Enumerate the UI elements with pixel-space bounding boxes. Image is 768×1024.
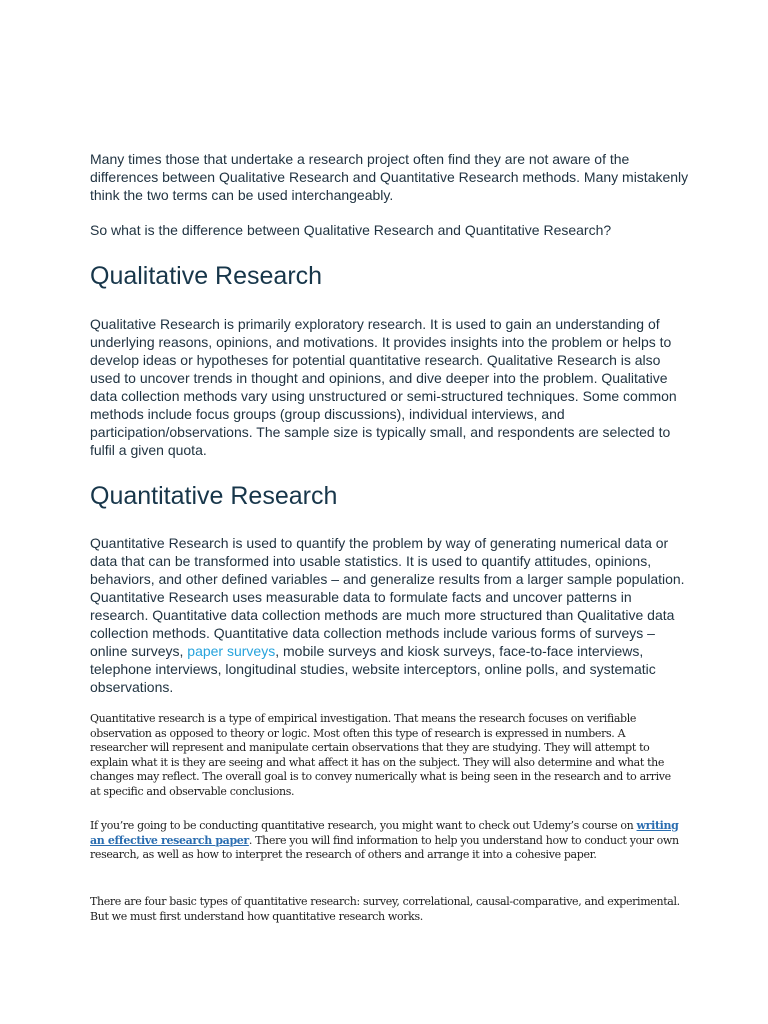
empirical-paragraph: Quantitative research is a type of empirical investigation. That means the research focuses on verifiable observation as opposed to theory or logic. Most often this type of research is expressed in numbers. A researcher will represent and manipulate certain observations that they are studying. They will attempt to explain what it is they are seeing and what affect it has on the subject. They will also determine and what the changes may reflect. The overall goal is to convey numerically what is being seen in the research and to arrive at specific and observable conclusions. bbox=[90, 712, 671, 798]
quantitative-text-end: , mobile surveys and kiosk surveys, face-to-face interviews, telephone interviews, longitudinal studies, website interceptors, online polls, and systematic observations. bbox=[90, 643, 656, 695]
udemy-text-end: . There you will find information to help you understand how to conduct your own research, as well as how to interpret the research of others and arrange it into a cohesive paper. bbox=[90, 833, 679, 862]
quantitative-paragraph bbox=[90, 534, 690, 696]
qualitative-heading: Qualitative Research bbox=[90, 262, 323, 290]
types-paragraph: There are four basic types of quantitative research: survey, correlational, causal-comparative, and experimental. But we must first understand how quantitative research works. bbox=[90, 895, 680, 923]
intro-paragraph: Many times those that undertake a research project often find they are not aware of the differences between Qualitative Research and Quantitative Research methods. Many mistakenly think the two terms can be used interchangeably. bbox=[90, 151, 689, 203]
qualitative-paragraph: Qualitative Research is primarily exploratory research. It is used to gain an understanding of underlying reasons, opinions, and motivations. It provides insights into the problem or helps to develop ideas or hypotheses for potential quantitative research. Qualitative Research is also used to uncover trends in thought and opinions, and dive deeper into the problem. Qualitative data collection methods vary using unstructured or semi-structured techniques. Some common methods include focus groups (group discussions), individual interviews, and participation/observations. The sample size is typically small, and respondents are selected to fulfil a given quota. bbox=[90, 316, 677, 458]
quantitative-text-start: Quantitative Research is used to quantify the problem by way of generating numerical data or data that can be transformed into usable statistics. It is used to quantify attitudes, opinions, behaviors, and other defined variables – and generalize results from a larger sample population. Quantitative Research uses measurable data to formulate facts and uncover patterns in research. Quantitative data collection methods are much more structured than Qualitative data collection methods. Quantitative data collection methods include various forms of surveys – online surveys, bbox=[90, 535, 685, 659]
intro-question: So what is the difference between Qualitative Research and Quantitative Research? bbox=[90, 222, 612, 238]
research-paper-link[interactable]: writing an effective research paper bbox=[90, 819, 679, 847]
udemy-paragraph bbox=[90, 819, 680, 863]
udemy-text-start: If you’re going to be conducting quantitative research, you might want to check out Udemy’s course on bbox=[90, 819, 637, 832]
quantitative-heading: Quantitative Research bbox=[90, 482, 338, 510]
paper-surveys-link[interactable]: paper surveys bbox=[187, 643, 276, 659]
